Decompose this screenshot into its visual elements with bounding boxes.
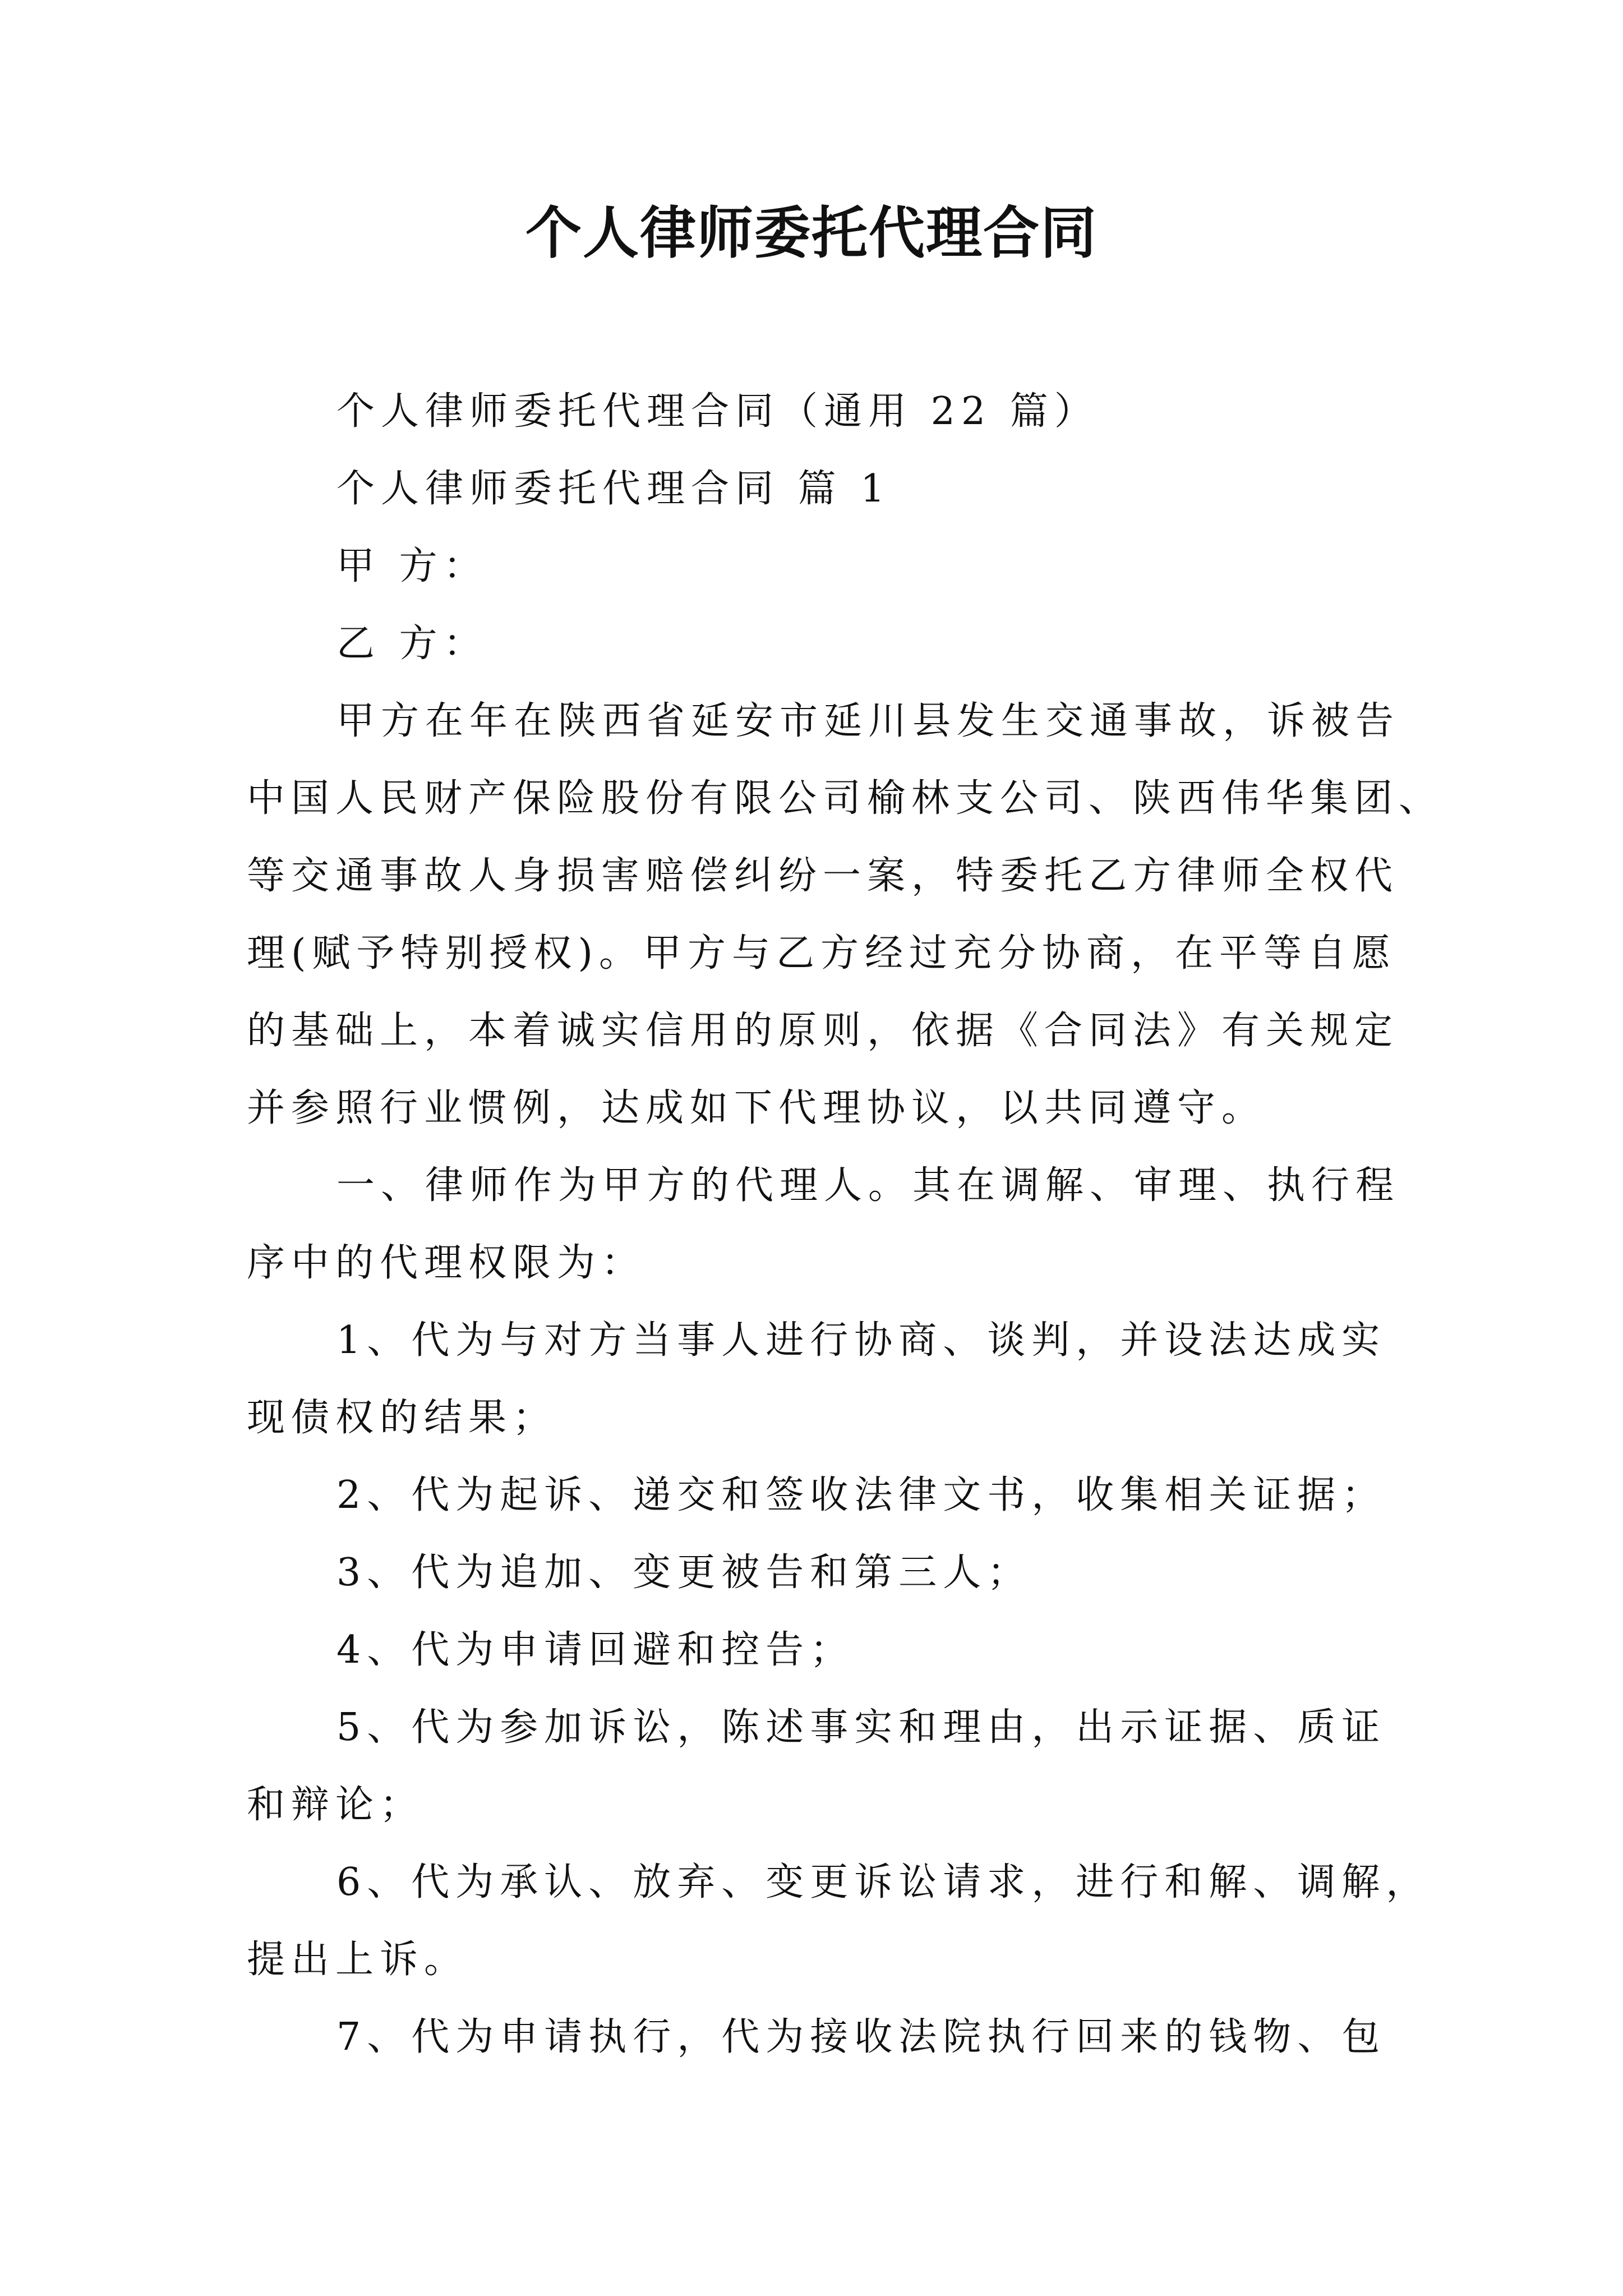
- party-b-line: 乙 方：: [336, 622, 488, 666]
- heading-line-part-1: 个人律师委托代理合同 篇 1: [336, 467, 891, 511]
- heading-line-general: 个人律师委托代理合同（通用 22 篇）: [336, 389, 1099, 434]
- clause-3-line: 3、代为追加、变更被告和第三人；: [336, 1550, 1032, 1595]
- clause-5-line: 和辩论；: [247, 1783, 425, 1827]
- paragraph-line: 等交通事故人身损害赔偿纠纷一案，特委托乙方律师全权代: [247, 854, 1399, 898]
- document-body: [247, 373, 1444, 2076]
- section-one-line: 一、律师作为甲方的代理人。其在调解、审理、执行程: [336, 1163, 1400, 1208]
- document-title: 个人律师委托代理合同: [525, 200, 1098, 266]
- clause-2-line: 2、代为起诉、递交和签收法律文书，收集相关证据；: [336, 1473, 1386, 1517]
- clause-6-line: 提出上诉。: [247, 1938, 469, 1982]
- clause-5-line: 5、代为参加诉讼，陈述事实和理由，出示证据、质证: [336, 1705, 1386, 1750]
- clause-1-line: 1、代为与对方当事人进行协商、谈判，并设法达成实: [336, 1318, 1386, 1363]
- paragraph-line: 并参照行业惯例，达成如下代理协议，以共同遵守。: [247, 1086, 1266, 1130]
- paragraph-line: 甲方在年在陕西省延安市延川县发生交通事故，诉被告: [336, 699, 1400, 743]
- paragraph-line: 的基础上，本着诚实信用的原则，依据《合同法》有关规定: [247, 1009, 1399, 1053]
- clause-1-line: 现债权的结果；: [247, 1396, 557, 1440]
- clause-7-line: 7、代为申请执行，代为接收法院执行回来的钱物、包: [336, 2015, 1386, 2059]
- section-one-line: 序中的代理权限为：: [247, 1241, 646, 1285]
- clause-4-line: 4、代为申请回避和控告；: [336, 1628, 855, 1672]
- clause-6-line: 6、代为承认、放弃、变更诉讼请求，进行和解、调解，: [336, 1860, 1431, 1904]
- paragraph-line: 理(赋予特别授权)。甲方与乙方经过充分协商，在平等自愿: [247, 931, 1397, 976]
- paragraph-line: 中国人民财产保险股份有限公司榆林支公司、陕西伟华集团、: [247, 776, 1444, 821]
- party-a-line: 甲 方：: [336, 544, 488, 588]
